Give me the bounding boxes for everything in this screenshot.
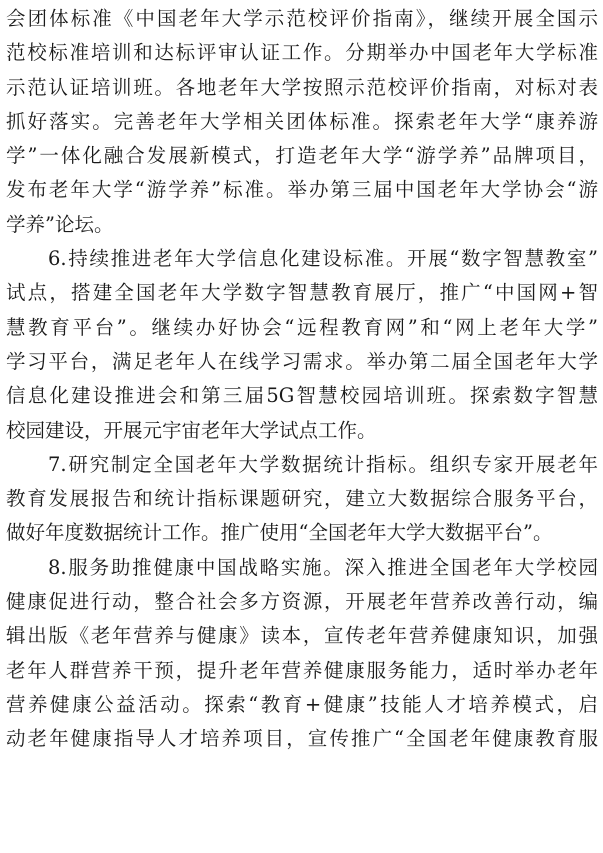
text-line: 发布老年大学“游学养”标准。举办第三届中国老年大学协会“游 bbox=[6, 178, 598, 202]
text-line: 校园建设，开展元宇宙老年大学试点工作。 bbox=[6, 418, 377, 442]
paragraph-7 bbox=[6, 448, 598, 551]
text-line: 信息化建设推进会和第三届5G智慧校园培训班。探索数字智慧 bbox=[6, 384, 598, 408]
text-line: 示范认证培训班。各地老年大学按照示范校评价指南，对标对表 bbox=[6, 75, 598, 99]
paragraph-5-continued bbox=[6, 2, 598, 242]
text-line: 动老年健康指导人才培养项目，宣传推广“全国老年健康教育服 bbox=[6, 727, 598, 751]
text-line: 学”一体化融合发展新模式，打造老年大学“游学养”品牌项目， bbox=[6, 144, 598, 168]
text-line: 学习平台，满足老年人在线学习需求。举办第二届全国老年大学 bbox=[6, 349, 598, 373]
text-line: 范校标准培训和达标评审认证工作。分期举办中国老年大学标准 bbox=[6, 41, 598, 65]
text-line: 学养”论坛。 bbox=[6, 212, 114, 236]
text-line: 会团体标准《中国老年大学示范校评价指南》，继续开展全国示 bbox=[6, 7, 598, 30]
text-line: 营养健康公益活动。探索“教育+健康”技能人才培养模式，启 bbox=[6, 692, 598, 716]
text-line: 做好年度数据统计工作。推广使用“全国老年大学大数据平台”。 bbox=[6, 521, 553, 545]
paragraph-heading-line: 6.持续推进老年大学信息化建设标准。开展“数字智慧教室” bbox=[48, 247, 598, 271]
text-line: 教育发展报告和统计指标课题研究，建立大数据综合服务平台， bbox=[6, 487, 598, 511]
paragraph-heading-line: 8.服务助推健康中国战略实施。深入推进全国老年大学校园 bbox=[48, 555, 598, 579]
text-line: 试点，搭建全国老年大学数字智慧教育展厅，推广“中国网+智 bbox=[6, 281, 598, 305]
text-line: 辑出版《老年营养与健康》读本，宣传老年营养健康知识，加强 bbox=[6, 624, 598, 648]
text-line: 抓好落实。完善老年大学相关团体标准。探索老年大学“康养游 bbox=[6, 109, 598, 133]
text-line: 慧教育平台”。继续办好协会“远程教育网”和“网上老年大学” bbox=[6, 315, 598, 339]
text-line: 老年人群营养干预，提升老年营养健康服务能力，适时举办老年 bbox=[6, 658, 598, 682]
paragraph-6 bbox=[6, 242, 598, 448]
text-line: 健康促进行动，整合社会多方资源，开展老年营养改善行动，编 bbox=[6, 590, 598, 614]
paragraph-8 bbox=[6, 551, 598, 757]
paragraph-heading-line: 7.研究制定全国老年大学数据统计指标。组织专家开展老年 bbox=[48, 452, 598, 476]
